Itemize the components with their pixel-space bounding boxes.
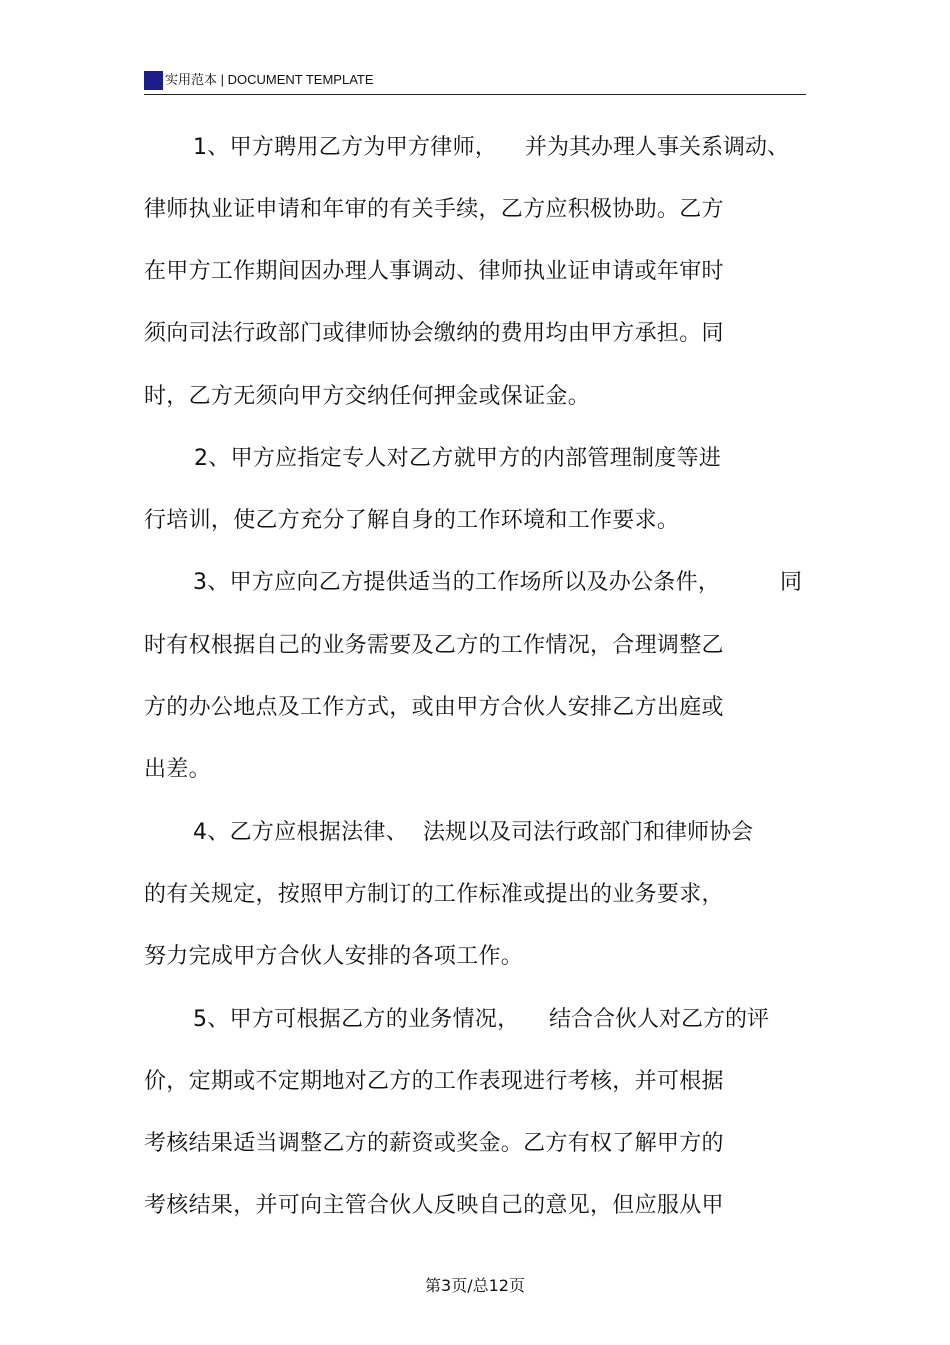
paragraph-1-line-5: 时，乙方无须向甲方交纳任何押金或保证金。	[144, 384, 591, 409]
paragraph-4-line-1: 4、乙方应根据法律、	[193, 820, 408, 845]
paragraph-3-line-4: 出差。	[144, 757, 211, 782]
paragraph-1-line-3: 在甲方工作期间因办理人事调动、律师执业证申请或年审时	[144, 259, 724, 284]
paragraph-1-line-2: 律师执业证申请和年审的有关手续，乙方应积极协助。乙方	[144, 197, 724, 222]
page-number: 第3页/总12页	[425, 1276, 525, 1295]
paragraph-2-line-2: 行培训，使乙方充分了解自身的工作环境和工作要求。	[144, 508, 680, 533]
paragraph-3-line-2: 时有权根据自己的业务需要及乙方的工作情况，合理调整乙	[144, 633, 724, 658]
paragraph-1-line-1-tail: 并为其办理人事关系调动、	[525, 135, 790, 160]
paragraph-5-line-1-tail: 结合合伙人对乙方的评	[549, 1007, 770, 1032]
header-title: 实用范本 | DOCUMENT TEMPLATE	[165, 72, 374, 87]
paragraph-4-line-2: 的有关规定，按照甲方制订的工作标准或提出的业务要求，	[144, 882, 724, 907]
paragraph-1-line-1: 1、甲方聘用乙方为甲方律师，	[193, 135, 498, 160]
paragraph-3-line-1-tail: 同	[780, 570, 803, 595]
paragraph-4-line-1-tail: 法规以及司法行政部门和律师协会	[423, 820, 754, 845]
paragraph-1-line-4: 须向司法行政部门或律师协会缴纳的费用均由甲方承担。同	[144, 321, 724, 346]
paragraph-5-line-2: 价，定期或不定期地对乙方的工作表现进行考核，并可根据	[144, 1069, 724, 1094]
paragraph-4-line-3: 努力完成甲方合伙人安排的各项工作。	[144, 944, 524, 969]
paragraph-3-line-3: 方的办公地点及工作方式，或由甲方合伙人安排乙方出庭或	[144, 695, 724, 720]
paragraph-3-line-1: 3、甲方应向乙方提供适当的工作场所以及办公条件，	[193, 570, 721, 595]
paragraph-2-line-1: 2、甲方应指定专人对乙方就甲方的内部管理制度等进	[194, 446, 722, 471]
paragraph-5-line-3: 考核结果适当调整乙方的薪资或奖金。乙方有权了解甲方的	[144, 1131, 724, 1156]
paragraph-5-line-1: 5、甲方可根据乙方的业务情况，	[193, 1007, 520, 1032]
paragraph-5-line-4: 考核结果，并可向主管合伙人反映自己的意见，但应服从甲	[144, 1193, 724, 1218]
